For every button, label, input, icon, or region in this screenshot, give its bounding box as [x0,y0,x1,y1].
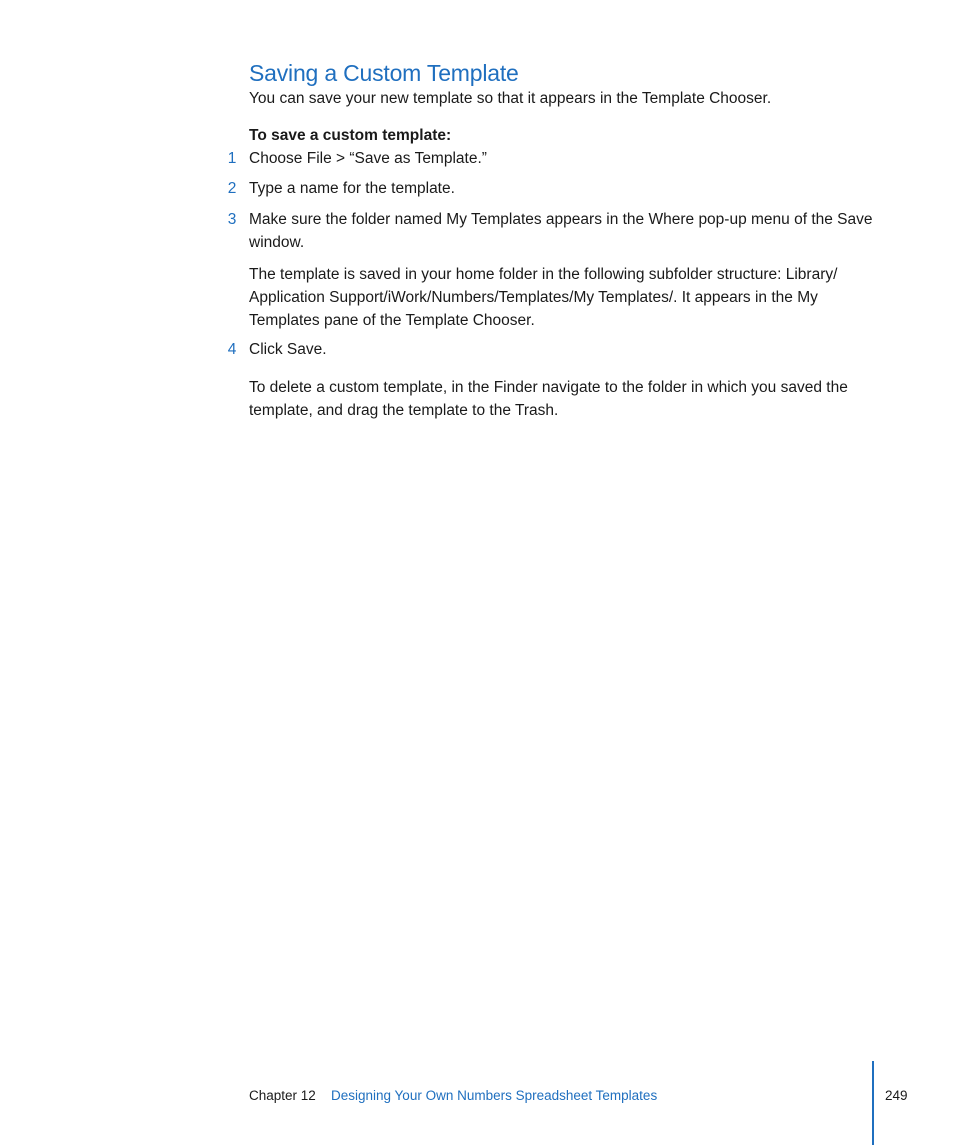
task-heading: To save a custom template: [249,127,452,144]
intro-paragraph: You can save your new template so that it appears in the Template Chooser. [249,90,772,107]
footer-chapter-label: Chapter 12 [249,1088,316,1103]
footer-divider [872,1061,874,1145]
footer-chapter-title: Designing Your Own Numbers Spreadsheet Templates [331,1088,658,1103]
step-number: 3 [227,211,237,228]
section-title: Saving a Custom Template [249,60,519,86]
step-number: 2 [227,180,237,197]
step-text: Choose File > “Save as Template.” [249,150,487,167]
step-note: The template is saved in your home folder in the following subfolder structure: Library/ Application Support/iWork/Numbers/Templates/My Templates/. It appears in the My Templates pane of the Template Chooser. [249,266,838,329]
step-number: 1 [227,150,237,167]
step-number: 4 [227,341,237,358]
step-text: Click Save. [249,341,327,358]
page-number: 249 [885,1088,908,1103]
closing-note: To delete a custom template, in the Finder navigate to the folder in which you saved the template, and drag the template to the Trash. [249,379,848,419]
step-text: Make sure the folder named My Templates appears in the Where pop-up menu of the Save window. [249,211,873,251]
step-text: Type a name for the template. [249,180,455,197]
